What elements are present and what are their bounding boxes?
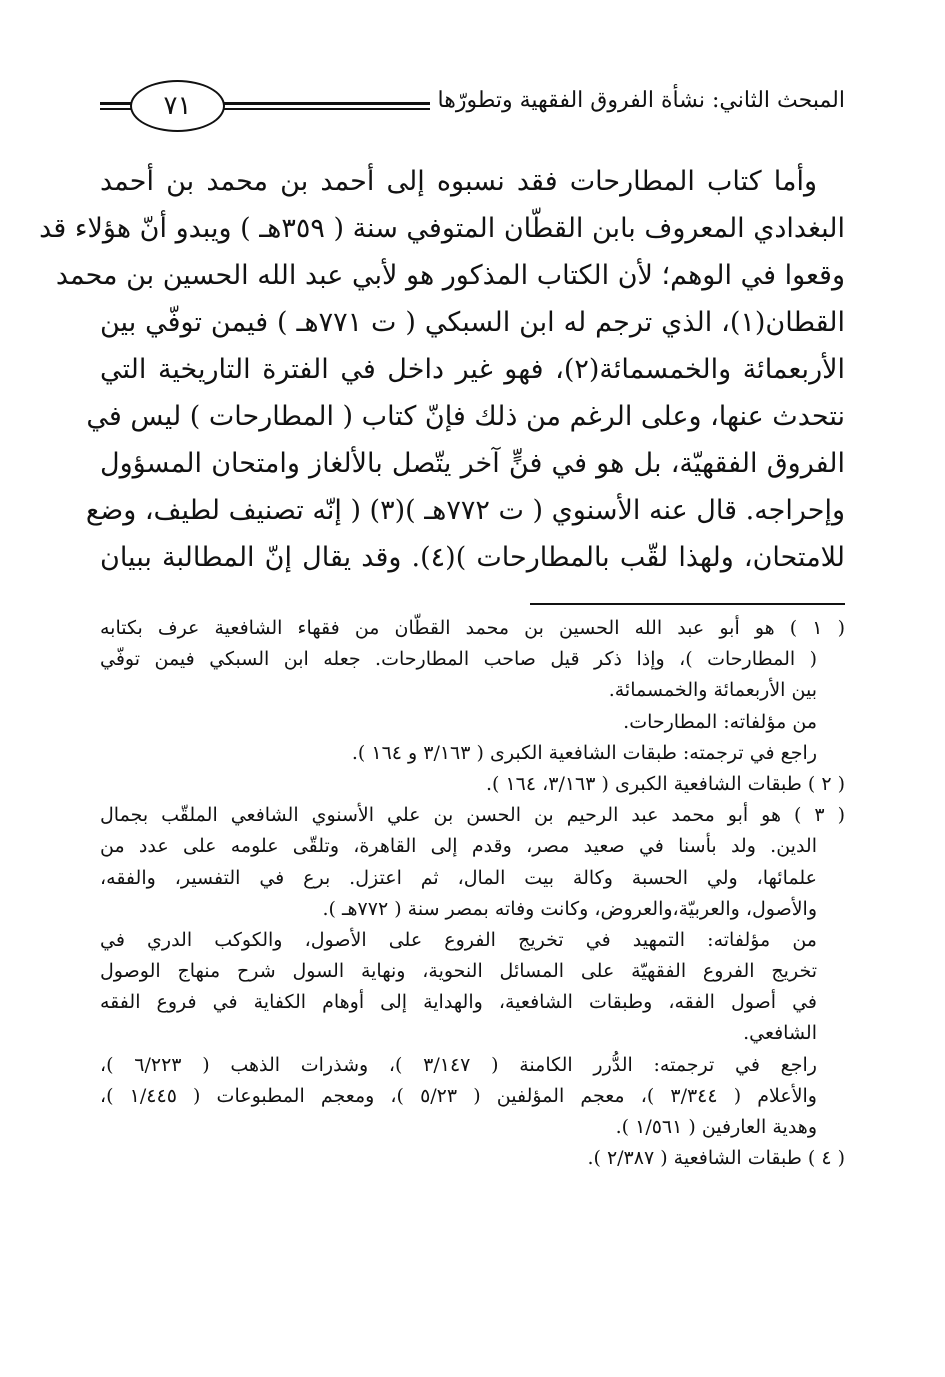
footnote-line: راجع في ترجمته: الدُّرر الكامنة ( ٣/١٤٧ )، وشذرات الذهب ( ٦/٢٢٣ )، — [100, 1053, 817, 1076]
body-line: وإحراجه. قال عنه الأسنوي ( ت ٧٧٢هـ )(٣) ( إنّه تصنيف لطيف، وضع — [85, 495, 845, 526]
footnote-line: من مؤلفاته: المطارحات. — [623, 710, 817, 733]
body-line: للامتحان، ولهذا لقّب بالمطارحات )(٤). وقد يقال إنّ المطالبة ببيان — [100, 542, 846, 573]
page-number: ٧١ — [163, 91, 192, 121]
body-line: الأربعمائة والخمسمائة(٢)، فهو غير داخل في الفترة التاريخية التي — [100, 354, 846, 385]
main-text — [39, 158, 846, 581]
footnote-line: من مؤلفاته: التمهيد في تخريج الفروع على الأصول، والكوكب الدري في — [100, 928, 817, 951]
footnote-line: الدين. ولد بأسنا في صعيد مصر، وقدم إلى القاهرة، وتلقّى علومه على عدد من — [100, 835, 817, 858]
footnote-line: والأصول، والعربيّة،والعروض، وكانت وفاته بمصر سنة ( ٧٧٢هـ ). — [322, 897, 817, 920]
running-header — [100, 68, 845, 138]
footnote-line: تخريج الفروع الفقهيّة على المسائل النحوية، ونهاية السول شرح منهاج الوصول — [100, 960, 817, 983]
footnote-line: راجع في ترجمته: طبقات الشافعية الكبرى ( ٣/١٦٣ و ١٦٤ ). — [351, 741, 817, 764]
body-line: البغدادي المعروف بابن القطّان المتوفي سنة ( ٣٥٩هـ ) ويبدو أنّ هؤلاء قد — [39, 213, 845, 244]
body-line: وأما كتاب المطارحات فقد نسبوه إلى أحمد بن محمد بن أحمد — [100, 166, 817, 197]
body-line: القطان(١)، الذي ترجم له ابن السبكي ( ت ٧٧١هـ ) فيمن توفّي بين — [100, 307, 845, 338]
footnote-line: ( ٢ ) طبقات الشافعية الكبرى ( ٣/١٦٣، ١٦٤ ). — [485, 772, 845, 795]
chapter-title: المبحث الثاني: نشأة الفروق الفقهية وتطورّها — [430, 86, 845, 116]
footnote-line: ( ٣ ) هو أبو محمد عبد الرحيم بن الحسن بن علي الأسنوي الشافعي الملقّب بجمال — [100, 804, 845, 827]
body-line: نتحدث عنها، وعلى الرغم من ذلك فإنّ كتاب ( المطارحات ) ليس في — [86, 401, 845, 432]
footnote-line: ( ١ ) هو أبو عبد الله الحسين بن محمد القطّان من فقهاء الشافعية عرف بكتابه — [100, 617, 846, 639]
footnote-line: بين الأربعمائة والخمسمائة. — [608, 679, 817, 702]
footnote-line: علمائها، ولي الحسبة وكالة بيت المال، ثم اعتزل. برع في التفسير، والفقه، — [100, 866, 817, 889]
footnote-line: وهدية العارفين ( ١/٥٦١ ). — [615, 1116, 817, 1138]
footnote-line: في أصول الفقه، وطبقات الشافعية، والهداية إلى أوهام الكفاية في فروع الفقه — [100, 991, 817, 1014]
footnote-line: ( المطارحات )، وإذا ذكر قيل صاحب المطارحات. جعله ابن السبكي فيمن توفّي — [100, 648, 817, 671]
footnote-line: والأعلام ( ٣/٣٤٤ )، معجم المؤلفين ( ٥/٢٣ )، ومعجم المطبوعات ( ١/٤٤٥ )، — [100, 1084, 817, 1107]
body-line: الفروق الفقهيّة، بل هو في فنٍّ آخر يتّصل بالألغاز وامتحان المسؤول — [100, 448, 845, 479]
footnote-separator — [530, 603, 845, 605]
footnote-line: الشافعي. — [743, 1022, 817, 1045]
page-number-oval — [130, 80, 225, 132]
body-line: وقعوا في الوهم؛ لأن الكتاب المذكور هو لأبي عبد الله الحسين بن محمد — [55, 260, 845, 291]
footnote-line: ( ٤ ) طبقات الشافعية ( ٢/٣٨٧ ). — [587, 1147, 845, 1170]
footnotes — [100, 613, 845, 1174]
